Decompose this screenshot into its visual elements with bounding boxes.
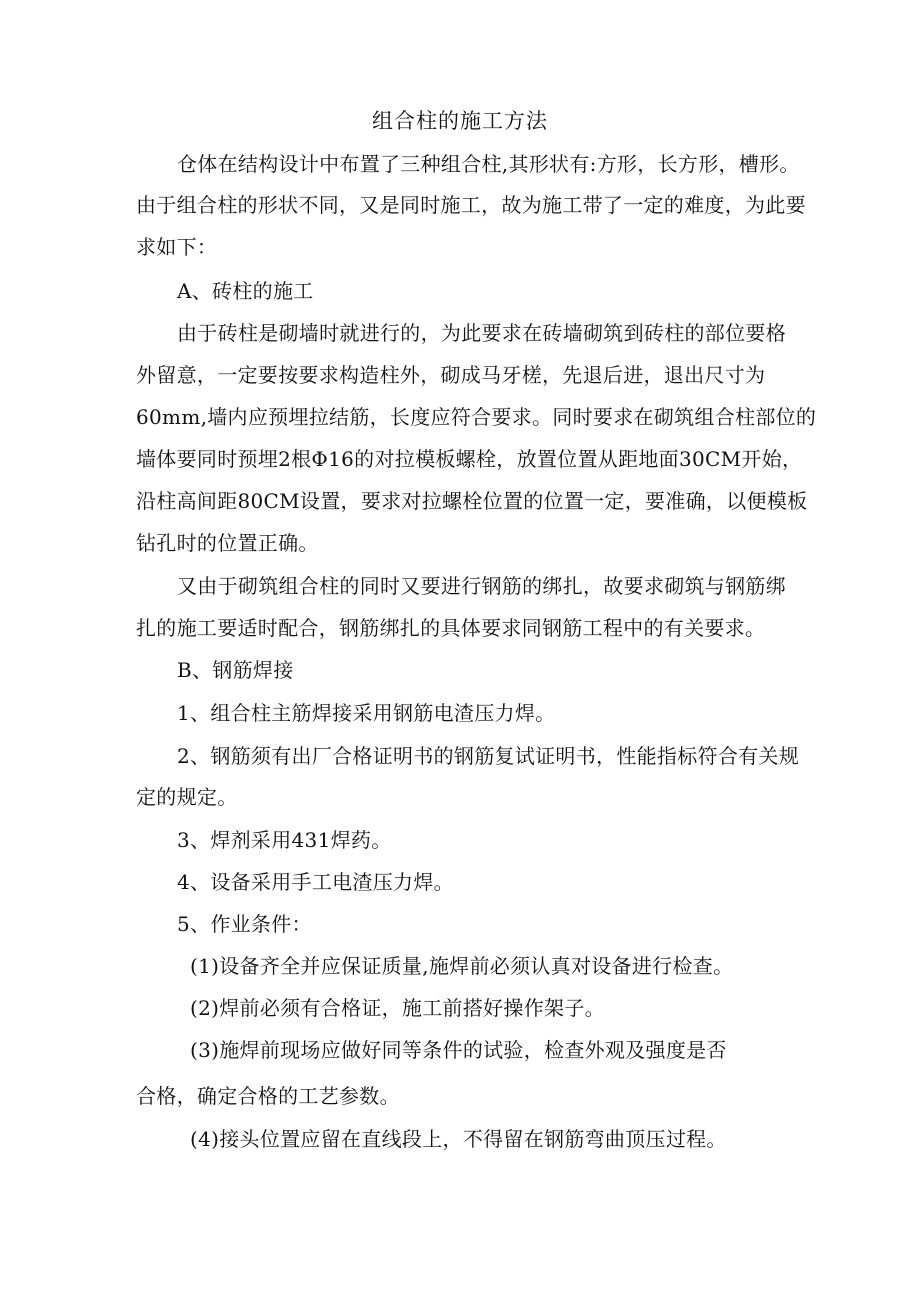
sub-list-item: (4)接头位置应留在直线段上，不得留在钢筋弯曲顶压过程。 xyxy=(190,1127,727,1151)
paragraph-line: 由于组合柱的形状不同，又是同时施工，故为施工带了一定的难度，为此要 xyxy=(136,193,806,217)
paragraph-line: 墙体要同时预埋2根Φ16的对拉模板螺栓，放置位置从距地面30CM开始， xyxy=(136,447,803,471)
paragraph-line: 钻孔时的位置正确。 xyxy=(136,531,319,555)
list-item: 1、组合柱主筋焊接采用钢筋电渣压力焊。 xyxy=(177,701,556,725)
list-item: 4、设备采用手工电渣压力焊。 xyxy=(177,870,454,894)
list-item: 5、作业条件： xyxy=(177,912,312,936)
paragraph-line: 外留意，一定要按要求构造柱外，砌成马牙槎，先退后进，退出尺寸为 xyxy=(136,363,766,387)
document-title: 组合柱的施工方法 xyxy=(372,109,548,133)
paragraph-line: 求如下： xyxy=(136,235,218,259)
paragraph-line: 仓体在结构设计中布置了三种组合柱,其形状有:方形，长方形，槽形。 xyxy=(177,152,800,176)
section-heading-a: A、砖柱的施工 xyxy=(177,279,314,303)
section-heading-b: B、钢筋焊接 xyxy=(177,658,294,682)
sub-list-item: (2)焊前必须有合格证，施工前搭好操作架子。 xyxy=(190,996,605,1020)
list-item: 3、焊剂采用431焊药。 xyxy=(177,828,392,852)
paragraph-line: 扎的施工要适时配合，钢筋绑扎的具体要求同钢筋工程中的有关要求。 xyxy=(136,616,766,640)
sub-list-item-continuation: 合格，确定合格的工艺参数。 xyxy=(136,1084,400,1108)
sub-list-item: (3)施焊前现场应做好同等条件的试验，检查外观及强度是否 xyxy=(190,1038,727,1062)
list-item: 2、钢筋须有出厂合格证明书的钢筋复试证明书，性能指标符合有关规 xyxy=(177,744,800,768)
paragraph-line: 沿柱高间距80CM设置，要求对拉螺栓位置的位置一定，要准确，以便模板 xyxy=(136,489,808,513)
sub-list-item: (1)设备齐全并应保证质量,施焊前必须认真对设备进行检查。 xyxy=(190,954,734,978)
paragraph-line: 60mm,墙内应预埋拉结筋，长度应符合要求。同时要求在砌筑组合柱部位的 xyxy=(136,405,817,429)
list-item-continuation: 定的规定。 xyxy=(136,785,238,809)
paragraph-line: 又由于砌筑组合柱的同时又要进行钢筋的绑扎，故要求砌筑与钢筋绑 xyxy=(177,574,786,598)
paragraph-line: 由于砖柱是砌墙时就进行的，为此要求在砖墙砌筑到砖柱的部位要格 xyxy=(177,321,786,345)
